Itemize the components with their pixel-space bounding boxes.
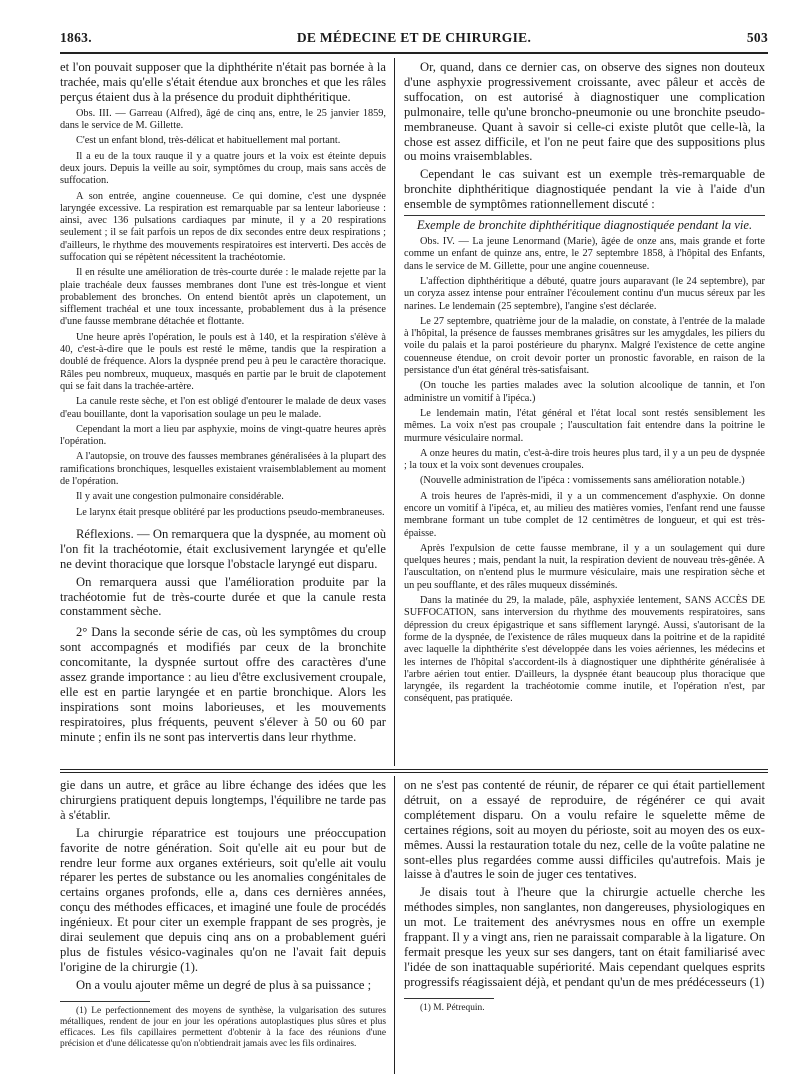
top-left-column — [60, 60, 386, 767]
page-number: 503 — [746, 30, 768, 45]
running-header — [60, 30, 768, 50]
paragraph: On remarquera aussi que l'amélioration produite par la trachéotomie fut de très-courte durée et que la canule resta constamment sèche. — [60, 574, 386, 619]
observation-text: Dans la matinée du 29, la malade, pâle, asphyxiée lentement, SANS ACCÈS DE SUFFOCATION, sans interversion du rhythme des mouvements respiratoires, sans dépression du creux épigastrique et sans sifflement laryngé. Aussi, s'autorisant de la forme de la dyspnée, de l'existence de râles muqueux dans la poitrine et de la rapidité avec laquelle la diphthérite s'est développée dans les voies aériennes, les médecins et les internes de l'hôpital s'accordent-ils à diagnostiquer une diphthérite généralisée à l'arbre aérien tout entier. D'ailleurs, la dyspnée étant beaucoup plus thoracique que laryngée, ils regardent la trachéotomie comme inutile, et l'opération n'est, par conséquent, pas pratiquée. — [404, 595, 765, 705]
paragraph: on ne s'est pas contenté de réunir, de réparer ce qui était partiellement détruit, on a essayé de reproduire, de régénérer ce qui avait complétement disparu. On a voulu refaire le squelette même de certaines régions, soit au moyen du périoste, soit au moyen des os eux-mêmes. Aussi la restauration totale du nez, celle de la voûte palatine ne sont-elles plus regardées comme aussi difficiles qu'autrefois. Mais je laisse à d'autres le soin de juger ces tentatives. — [404, 778, 765, 882]
column-divider — [394, 776, 395, 1074]
section-divider — [60, 769, 768, 770]
observation-text: (On touche les parties malades avec la solution alcoolique de tannin, et l'on administre un vomitif à l'ipéca.) — [404, 380, 765, 404]
footnote: (1) Le perfectionnement des moyens de synthèse, la vulgarisation des sutures métalliques, rendent de jour en jour les opérations autoplastiques plus sûres et plus efficaces. Les fils capillaires permettent d'obtenir à la face des réunions d'une précision et d'une délicatesse qu'on n'obtiendrait jamais avec les fils ordinaires. — [60, 1005, 386, 1050]
column-divider — [394, 58, 395, 766]
section-rule — [404, 215, 765, 216]
paragraph: 2° Dans la seconde série de cas, où les symptômes du croup sont accompagnés et modifiés par ceux de la bronchite concomitante, la dyspnée surtout offre des caractères d'une assez grande importance : au lieu d'être exclusivement croupale, elle est en partie laryngée et en partie bronchique. Alors les inspirations sont moins laborieuses, et les mouvements respiratoires, plus fréquents, peuvent s'élever à 50 ou 60 par minute ; enfin ils ne sont pas intervertis dans leur rhythme. — [60, 625, 386, 744]
observation-text: Cependant la mort a lieu par asphyxie, moins de vingt-quatre heures après l'opération. — [60, 423, 386, 448]
observation-text: Il a eu de la toux rauque il y a quatre jours et la voix est éteinte depuis deux jours. Depuis la veille au soir, symptômes du croup, mais sans accès de suffocation. — [60, 150, 386, 187]
footnote: (1) M. Pétrequin. — [420, 1002, 485, 1013]
header-rule — [60, 52, 768, 54]
paragraph: et l'on pouvait supposer que la diphthérite n'était pas bornée à la trachée, mais qu'elle s'était étendue aux bronches et que les râles perçus étaient dus à la présence du produit diphthéritique. — [60, 60, 386, 104]
bottom-left-column — [60, 778, 386, 1068]
observation-text: (Nouvelle administration de l'ipéca : vomissements sans amélioration notable.) — [420, 475, 745, 487]
paragraph: La chirurgie réparatrice est toujours une préoccupation favorite de notre génération. Soit qu'elle ait eu pour but de rendre leur forme aux organes extérieurs, soit qu'elle ait voulu réparer les pertes de substance ou les anomalies congénitales de certains organes profonds, elle a, dans ces dernières années, conçu des méthodes efficaces, et imaginé une foule de procédés ingénieux. Et pour citer un exemple frappant de ses progrès, je dirai seulement que depuis cinq ans on a probablement guéri plus de fistules vésico-vaginales qu'on ne l'avait fait depuis l'origine de la chirurgie (1). — [60, 825, 386, 974]
footnote-rule — [404, 998, 494, 999]
observation-text: A onze heures du matin, c'est-à-dire trois heures plus tard, il y a un peu de dyspnée ; la toux et la voix sont devenues croupales. — [404, 447, 765, 472]
paragraph: Cependant le cas suivant est un exemple très-remarquable de bronchite diphthéritique diagnostiquée pendant la vie à l'aide d'un ensemble de symptômes rationnellement discuté : — [404, 167, 765, 212]
observation-heading: Obs. IV. — La jeune Lenormand (Marie), âgée de onze ans, mais grande et forte comme un enfant de quinze ans, entre, le 27 septembre 1858, à l'hôpital des Enfants, dans le service de M. Gillette, pour une angine couenneuse. — [404, 236, 765, 272]
section-title: Exemple de bronchite diphthéritique diagnostiquée pendant la vie. — [416, 218, 753, 233]
bottom-right-column — [404, 778, 765, 1068]
paragraph: On a voulu ajouter même un degré de plus à sa puissance ; — [76, 977, 372, 992]
observation-text: Il y avait une congestion pulmonaire considérable. — [76, 491, 284, 503]
reflections-paragraph: Réflexions. — On remarquera que la dyspnée, au moment où l'on fit la trachéotomie, était exclusivement laryngée et qu'elle ne devint thoracique que lorsque l'obstacle laryngé eut disparu. — [60, 526, 386, 571]
observation-text: Il en résulte une amélioration de très-courte durée : le malade rejette par la plaie trachéale deux fausses membranes dont l'une est très-longue et vient probablement des bronches. On entend bientôt après un clapotement, un sifflement trachéal et une toux incessante, probablement dus à la présence d'une fausse membrane détachée et flottante. — [60, 267, 386, 328]
section-divider — [60, 772, 768, 773]
observation-text: Le larynx était presque oblitéré par les productions pseudo-membraneuses. — [76, 506, 385, 518]
observation-text: C'est un enfant blond, très-délicat et habituellement mal portant. — [76, 135, 341, 147]
observation-text: A l'autopsie, on trouve des fausses membranes généralisées à la plupart des ramifications bronchiques, lesquelles existaient vraisemblablement au moment de l'opération. — [60, 451, 386, 488]
header-year: 1863. — [60, 30, 92, 45]
observation-text: A son entrée, angine couenneuse. Ce qui domine, c'est une dyspnée laryngée excessive. La respiration est remarquable par sa lenteur laborieuse : ainsi, avec 136 pulsations cardiaques par minute, il y a 20 respirations seulement ; il se fait parfois un repos de dix secondes entre deux respirations ; d'ailleurs, le rhythme des mouvements respiratoires est interverti. Des accès de suffocation qui se répètent nécessitent la trachéotomie. — [60, 190, 386, 263]
observation-text: Le lendemain matin, l'état général et l'état local sont restés sensiblement les mêmes. La voix n'est pas croupale ; l'auscultation fait entendre dans la poitrine le murmure vésiculaire normal. — [404, 407, 765, 444]
observation-text: Après l'expulsion de cette fausse membrane, il y a un soulagement qui dure quelques heures ; mais, pendant la nuit, la respiration devient de nouveau très-gênée. A l'auscultation, on n'entend plus le murmure vésiculaire, mais une respiration sèche et un peu soufflante, et des râles muqueux disséminés. — [404, 542, 765, 591]
header-title: DE MÉDECINE ET DE CHIRURGIE. — [296, 30, 532, 45]
paragraph: Or, quand, dans ce dernier cas, on observe des signes non douteux d'une asphyxie progressivement croissante, avec pâleur et accès de suffocation, on est autorisé à diagnostiquer une complication pulmonaire, telle qu'une broncho-pneumonie ou une bronchite pseudo-membraneuse. Quant à savoir si celle-ci existe plutôt que celle-là, la chose est assez difficile, et l'on ne peut faire que des suppositions plus ou moins vraisemblables. — [404, 60, 765, 164]
observation-text: Une heure après l'opération, le pouls est à 140, et la respiration s'élève à 40, c'est-à-dire que le pouls est resté le même, tandis que la respiration a doublé de fréquence. Alors la dyspnée prend peu à peu le caractère thoracique. Râles peu nombreux, muqueux, masqués en partie par le bruit de clapotement qui se fait dans la trachée-artère. — [60, 331, 386, 392]
observation-text: A trois heures de l'après-midi, il y a un commencement d'asphyxie. On donne encore un vomitif à l'ipéca, et, au milieu des matières vomies, l'enfant rend une fausse membrane formant un tube complet de 12 centimètres de longueur, et qui est très-épaisse. — [404, 490, 765, 539]
paragraph: gie dans un autre, et grâce au libre échange des idées que les chirurgiens pratiquent depuis longtemps, l'équilibre ne tarde pas à s'établir. — [60, 778, 386, 822]
observation-text: L'affection diphthéritique a débuté, quatre jours auparavant (le 24 septembre), par un coryza assez intense pour entraîner l'écoulement continu d'un mucus séreux par les narines. Le lendemain (25 septembre), l'angine s'est déclarée. — [404, 275, 765, 312]
observation-text: La canule reste sèche, et l'on est obligé d'entourer le malade de deux vases d'eau bouillante, dont la vaporisation soulage un peu le malade. — [60, 396, 386, 420]
observation-text: Le 27 septembre, quatrième jour de la maladie, on constate, à l'entrée de la malade à l'hôpital, la présence de fausses membranes grisâtres sur les amygdales, les piliers du voile du palais et la paroi postérieure du pharynx. Malgré l'existence de cette angine couenneuse étendue, on croit devoir porter un pronostic favorable, en raison de la persistance d'un état général très-satisfaisant. — [404, 315, 765, 377]
top-right-column — [404, 60, 765, 767]
footnote-rule — [60, 1001, 150, 1002]
observation-heading: Obs. III. — Garreau (Alfred), âgé de cinq ans, entre, le 25 janvier 1859, dans le service de M. Gillette. — [60, 107, 386, 132]
paragraph: Je disais tout à l'heure que la chirurgie actuelle cherche les méthodes simples, non sanglantes, non dangereuses, physiologiques en un mot. Le traitement des anévrysmes nous en offre un exemple frappant. Il y a vingt ans, rien ne paraissait comparable à la ligature. On fermait presque les yeux sur ses dangers, tant on était familiarisé avec l'idée de son inattaquable supériorité. Mais cependant quelques esprits progressifs réagissaient déjà, et pendant qu'un de mes prédécesseurs (1) — [404, 885, 765, 989]
